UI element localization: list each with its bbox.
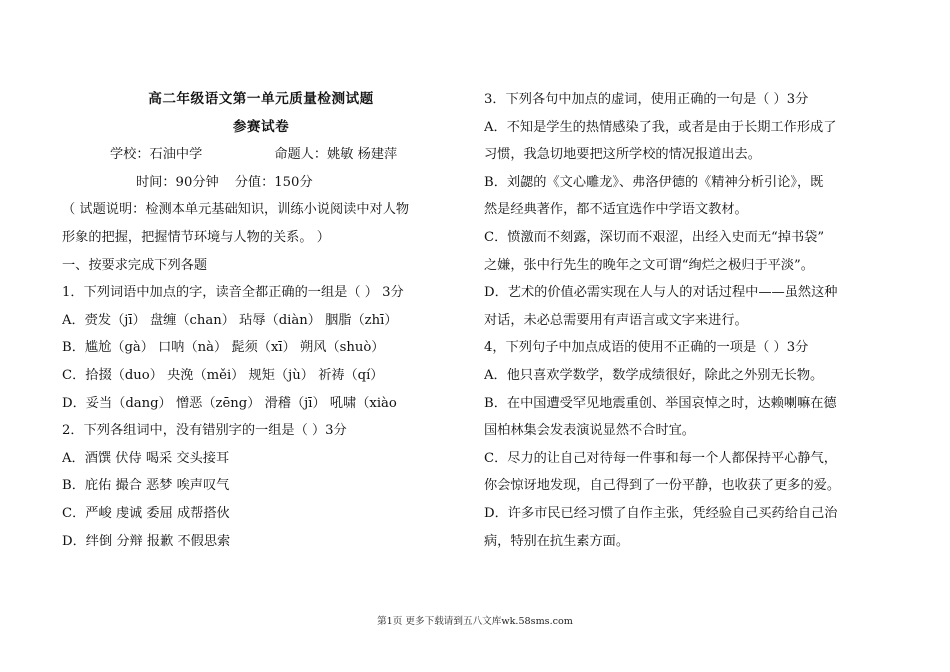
question-3-option-c-line-2: 之嫌，张中行先生的晚年之文可谓“绚烂之极归于平淡”。 (484, 257, 814, 273)
question-3-option-b-line-2: 然是经典著作，都不适宜选作中学语文教材。 (484, 202, 748, 218)
question-3-stem: 3．下列各句中加点的虚词，使用正确的一句是（ ）3分 (484, 92, 809, 107)
question-1-option-a: A．赍发（jī） 盘缠（chan） 玷辱（diàn） 胭脂（zhī） (62, 312, 398, 328)
question-4-option-c-line-1: C．尽力的让自己对待每一件事和每一个人都保持平心静气， (484, 450, 837, 466)
time-score-line (62, 169, 460, 197)
question-1-option-b: B．尴尬（gà） 口呐（nà） 髭须（xī） 朔风（shuò） (62, 340, 385, 356)
section-heading: 一、按要求完成下列各题 (62, 257, 208, 273)
question-1-option-c: C．拾掇（duo） 央浼（měi） 规矩（jù） 祈祷（qí） (62, 367, 384, 383)
exam-title: 高二年级语文第一单元质量检测试题 (148, 91, 374, 107)
question-3-option-a-line-2: 习惯，我急切地要把这所学校的情况报道出去。 (484, 147, 761, 163)
question-3-option-d-line-2: 对话，未必总需要用有声语言或文字来进行。 (484, 312, 748, 328)
school-text: 学校：石油中学 (110, 147, 203, 163)
question-2-option-a: A．酒馔 伏侍 喝采 交头接耳 (62, 450, 230, 466)
question-4-option-b-line-2: 国柏林集会发表演说显然不合时宜。 (484, 423, 695, 439)
question-3-option-c-line-1: C．愤激而不刻露，深切而不艰涩，出经入史而无“掉书袋” (484, 229, 825, 245)
right-column (484, 86, 882, 555)
question-3-option-b-line-1: B．刘勰的《文心雕龙》、弗洛伊德的《精神分析引论》，既 (484, 174, 824, 190)
time-text: 时间：90分钟 (136, 174, 219, 190)
page-footer: 第1页 更多下载请到五八文库wk.58sms.com (377, 616, 573, 627)
question-1-stem: 1．下列词语中加点的字，读音全都正确的一组是（ ） 3分 (62, 285, 404, 301)
question-3-option-d-line-1: D．艺术的价值必需实现在人与人的对话过程中——虽然这种 (484, 285, 838, 301)
question-1-option-d: D．妥当（dang） 憎恶（zēng） 滑稽（jī） 吼啸（xiào (62, 395, 397, 411)
question-4-option-c-line-2: 你会惊讶地发现，自己得到了一份平静，也收获了更多的爱。 (484, 478, 841, 494)
question-2-stem: 2．下列各组词中，没有错别字的一组是（ ）3分 (62, 423, 347, 439)
question-3-option-a-line-1: A．不知是学生的热情感染了我，或者是由于长期工作形成了 (484, 119, 837, 135)
exam-note-line-2: 形象的把握，把握情节环境与人物的关系。 ） (62, 229, 330, 245)
question-2-option-c: C．严峻 虔诚 委屈 成帮搭伙 (62, 505, 230, 521)
question-4-option-b-line-1: B．在中国遭受罕见地震重创、举国哀悼之时，达赖喇嘛在德 (484, 395, 837, 411)
author-text: 命题人：姚敏 杨建萍 (274, 147, 398, 163)
score-text: 分值：150分 (234, 174, 313, 190)
question-2-option-b: B．庇佑 撮合 恶梦 唉声叹气 (62, 478, 230, 494)
school-author-line (62, 141, 460, 169)
exam-subtitle: 参赛试卷 (232, 118, 290, 135)
exam-note-line-1: （ 试题说明：检测本单元基础知识，训练小说阅读中对人物 (62, 202, 410, 218)
question-2-option-d: D．绊倒 分辩 报歉 不假思索 (62, 533, 231, 549)
question-4-option-d-line-2: 病，特别在抗生素方面。 (484, 533, 630, 549)
left-column (62, 86, 460, 555)
question-4-option-d-line-1: D．许多市民已经习惯了自作主张，凭经验自己买药给自己治 (484, 505, 838, 521)
question-4-option-a: A．他只喜欢学数学，数学成绩很好，除此之外别无长物。 (484, 367, 824, 383)
question-4-stem: 4，下列句子中加点成语的使用不正确的一项是（ ）3分 (484, 340, 809, 356)
